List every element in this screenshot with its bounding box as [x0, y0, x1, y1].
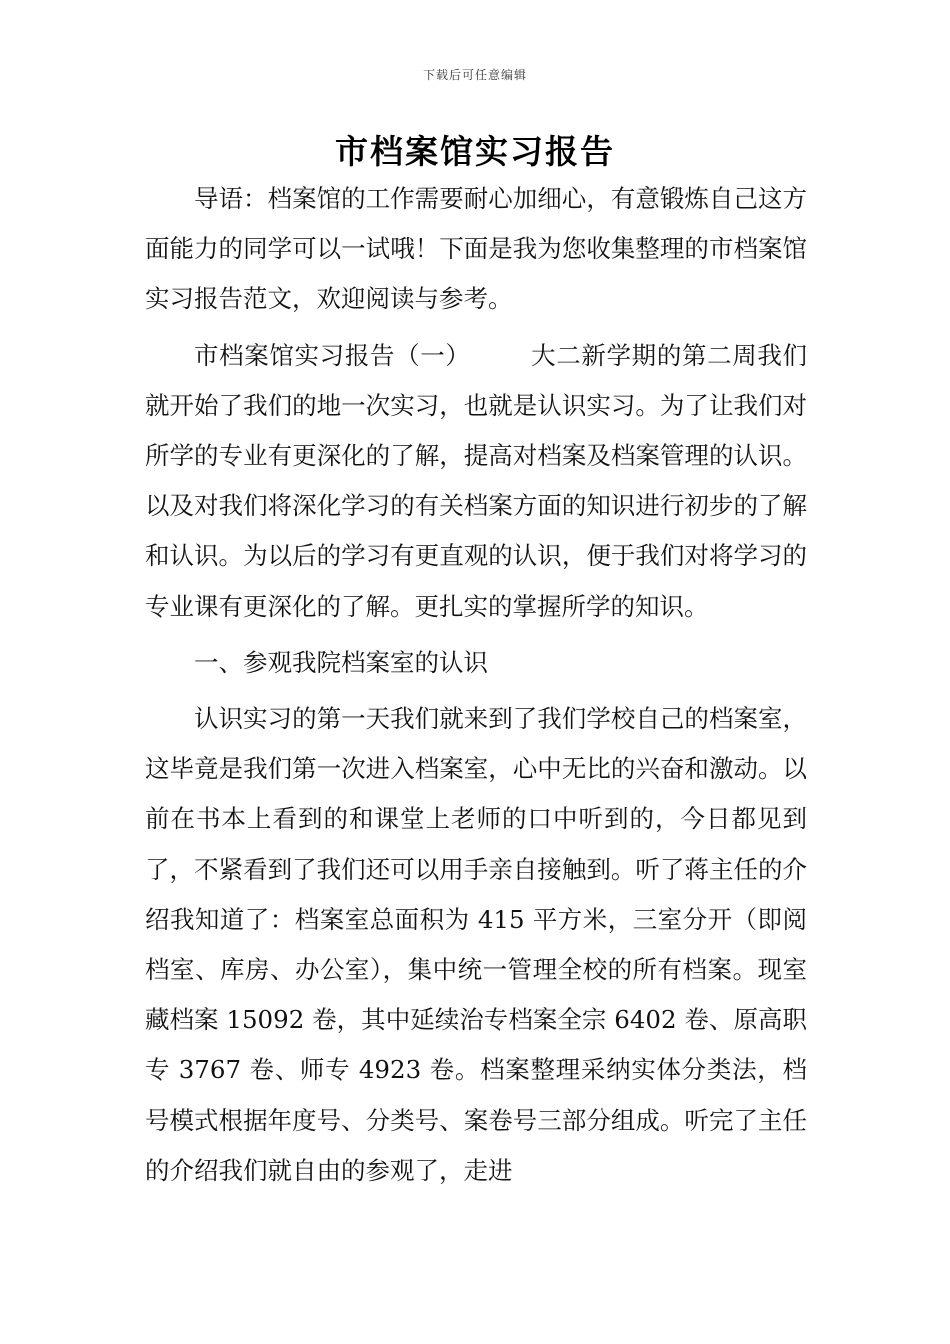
- section-1-paragraph: 认识实习的第一天我们就来到了我们学校自己的档案室，这毕竟是我们第一次进入档案室，心中无比的兴奋和激动。以前在书本上看到的和课堂上老师的口中听到的，今日都见到了，不紧看到了我们还可以用手亲自接触到。听了蒋主任的介绍我知道了：档案室总面积为 415 平方米，三室分开（即阅档室、库房、办公室），集中统一管理全校的所有档案。现室藏档案 15092 卷，其中延续治专档案全宗 6402 卷、原高职专 3767 卷、师专 4923 卷。档案整理采纳实体分类法，档号模式根据年度号、分类号、案卷号三部分组成。听完了主任的介绍我们就自由的参观了，走进: [145, 704, 807, 1185]
- section-1-heading: 一、参观我院档案室的认识: [194, 647, 488, 677]
- intro-paragraph: 导语：档案馆的工作需要耐心加细心，有意锻炼自己这方面能力的同学可以一试哦！下面是我为您收集整理的市档案馆实习报告范文，欢迎阅读与参考。: [145, 184, 807, 314]
- report-heading: 市档案馆实习报告（一）: [194, 340, 471, 370]
- report-body: 大二新学期的第二周我们就开始了我们的地一次实习，也就是认识实习。为了让我们对所学的专业有更深化的了解，提高对档案及档案管理的认识。以及对我们将深化学习的有关档案方面的知识进行初步的了解和认识。为以后的学习有更直观的认识，便于我们对将学习的专业课有更深化的了解。更扎实的掌握所学的知识。: [145, 340, 807, 621]
- page-header-note: 下载后可任意编辑: [422, 68, 527, 82]
- document-title: 市档案馆实习报告: [335, 132, 615, 171]
- document-body: [145, 174, 807, 1196]
- report-paragraph: [145, 331, 807, 632]
